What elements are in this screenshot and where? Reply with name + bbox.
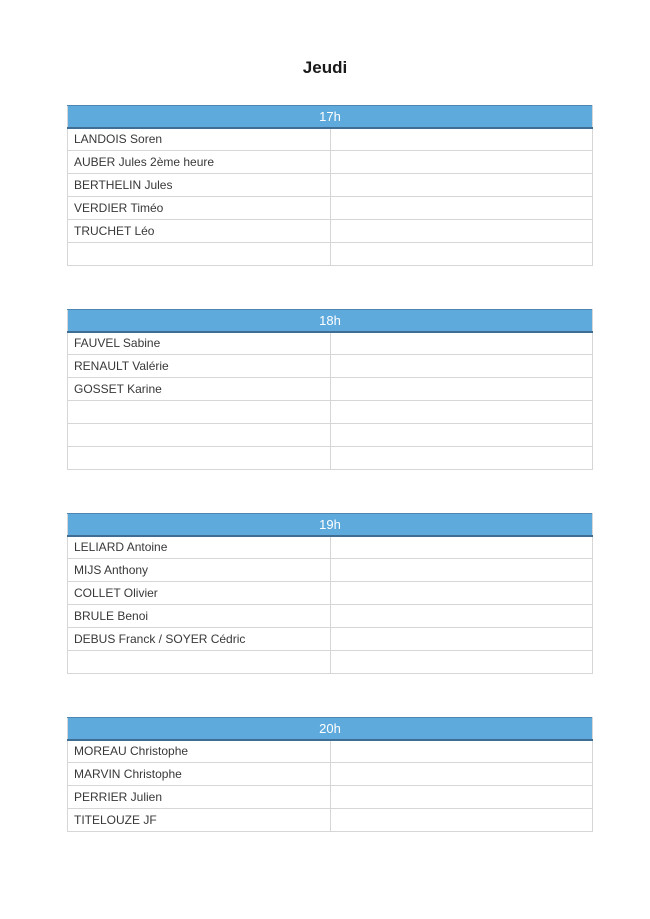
- empty-notes-cell: [330, 424, 593, 447]
- empty-notes-cell: [330, 809, 593, 832]
- table-row: [68, 809, 593, 832]
- participant-name-cell: LANDOIS Soren: [68, 128, 331, 151]
- time-slot-header: 19h: [68, 514, 593, 536]
- empty-notes-cell: [330, 536, 593, 559]
- empty-notes-cell: [330, 174, 593, 197]
- participant-name-cell: GOSSET Karine: [68, 378, 331, 401]
- empty-notes-cell: [330, 447, 593, 470]
- participant-name-cell: PERRIER Julien: [68, 786, 331, 809]
- participant-name-cell: BRULE Benoi: [68, 605, 331, 628]
- table-row: [68, 763, 593, 786]
- empty-notes-cell: [330, 628, 593, 651]
- page-title: Jeudi: [302, 58, 348, 77]
- time-slot-header: 18h: [68, 310, 593, 332]
- table-row: [68, 651, 593, 674]
- participant-name-cell: MARVIN Christophe: [68, 763, 331, 786]
- time-header-row: [68, 310, 593, 332]
- participant-name-cell: [68, 243, 331, 266]
- empty-notes-cell: [330, 243, 593, 266]
- empty-notes-cell: [330, 582, 593, 605]
- empty-notes-cell: [330, 128, 593, 151]
- participant-name-cell: TITELOUZE JF: [68, 809, 331, 832]
- schedule-table-20h: [67, 717, 593, 832]
- participant-name-cell: LELIARD Antoine: [68, 536, 331, 559]
- empty-notes-cell: [330, 559, 593, 582]
- empty-notes-cell: [330, 332, 593, 355]
- participant-name-cell: [68, 401, 331, 424]
- table-row: [68, 174, 593, 197]
- table-row: [68, 628, 593, 651]
- participant-name-cell: VERDIER Timéo: [68, 197, 331, 220]
- table-row: [68, 424, 593, 447]
- table-row: [68, 447, 593, 470]
- participant-name-cell: DEBUS Franck / SOYER Cédric: [68, 628, 331, 651]
- participant-name-cell: [68, 447, 331, 470]
- participant-name-cell: [68, 424, 331, 447]
- participant-name-cell: FAUVEL Sabine: [68, 332, 331, 355]
- time-slot-header: 17h: [68, 106, 593, 128]
- time-header-row: [68, 514, 593, 536]
- participant-name-cell: [68, 651, 331, 674]
- table-row: [68, 740, 593, 763]
- empty-notes-cell: [330, 378, 593, 401]
- time-slot-header: 20h: [68, 718, 593, 740]
- empty-notes-cell: [330, 740, 593, 763]
- table-row: [68, 378, 593, 401]
- empty-notes-cell: [330, 355, 593, 378]
- empty-notes-cell: [330, 220, 593, 243]
- table-row: [68, 401, 593, 424]
- table-row: [68, 582, 593, 605]
- table-row: [68, 559, 593, 582]
- empty-notes-cell: [330, 605, 593, 628]
- table-row: [68, 220, 593, 243]
- table-row: [68, 151, 593, 174]
- participant-name-cell: RENAULT Valérie: [68, 355, 331, 378]
- table-row: [68, 243, 593, 266]
- table-row: [68, 355, 593, 378]
- table-row: [68, 786, 593, 809]
- participant-name-cell: BERTHELIN Jules: [68, 174, 331, 197]
- participant-name-cell: AUBER Jules 2ème heure: [68, 151, 331, 174]
- participant-name-cell: MIJS Anthony: [68, 559, 331, 582]
- table-row: [68, 605, 593, 628]
- schedule-table-17h: [67, 105, 593, 266]
- time-header-row: [68, 106, 593, 128]
- time-header-row: [68, 718, 593, 740]
- empty-notes-cell: [330, 197, 593, 220]
- empty-notes-cell: [330, 651, 593, 674]
- schedule-tables: [0, 105, 650, 832]
- participant-name-cell: TRUCHET Léo: [68, 220, 331, 243]
- empty-notes-cell: [330, 151, 593, 174]
- empty-notes-cell: [330, 763, 593, 786]
- schedule-table-18h: [67, 309, 593, 470]
- participant-name-cell: COLLET Olivier: [68, 582, 331, 605]
- table-row: [68, 128, 593, 151]
- table-row: [68, 197, 593, 220]
- empty-notes-cell: [330, 786, 593, 809]
- schedule-table-19h: [67, 513, 593, 674]
- table-row: [68, 332, 593, 355]
- empty-notes-cell: [330, 401, 593, 424]
- participant-name-cell: MOREAU Christophe: [68, 740, 331, 763]
- table-row: [68, 536, 593, 559]
